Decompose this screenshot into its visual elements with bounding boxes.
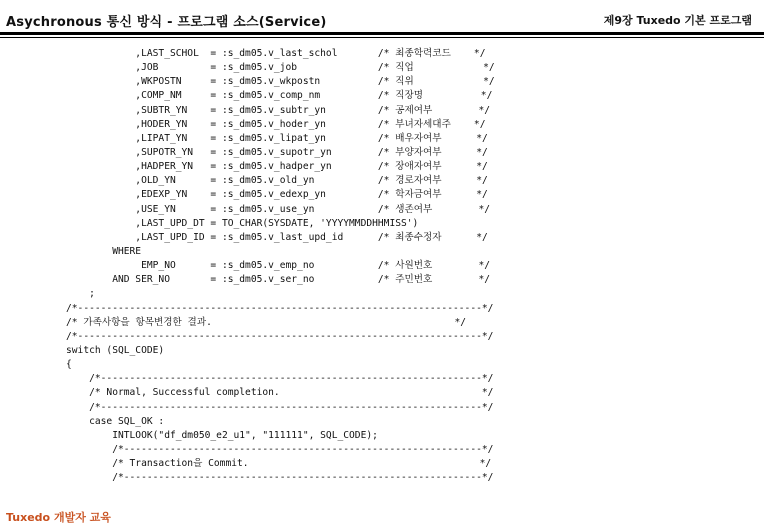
code-line: ,HODER_YN = :s_dm05.v_hoder_yn /* 부녀자세대주 */ [66,118,486,130]
code-line: ; [66,288,95,300]
code-line: /*----------------------------------------------------------------------*/ [66,330,494,342]
code-line: ,EDEXP_YN = :s_dm05.v_edexp_yn /* 학자금여부 */ [66,189,488,201]
code-line: /*--------------------------------------------------------------*/ [66,472,494,484]
code-line: ,SUPOTR_YN = :s_dm05.v_supotr_yn /* 부양자여부 */ [66,146,488,158]
code-line: ,COMP_NM = :s_dm05.v_comp_nm /* 직장명 */ [66,90,493,102]
code-line: switch (SQL_CODE) [66,344,165,356]
code-line: ,LIPAT_YN = :s_dm05.v_lipat_yn /* 배우자여부 */ [66,132,488,144]
code-line: /* Normal, Successful completion. */ [66,387,494,399]
code-line: /*--------------------------------------------------------------*/ [66,443,494,455]
code-line: ,WKPOSTN = :s_dm05.v_wkpostn /* 직위 */ [66,76,495,88]
source-code-listing [66,47,495,485]
code-line: case SQL_OK : [66,415,165,427]
code-line: AND SER_NO = :s_dm05.v_ser_no /* 주민번호 */ [66,274,491,286]
code-line: INTLOOK("df_dm050_e2_u1", "111111", SQL_CODE); [66,429,378,441]
chapter-title: 제9장 Tuxedo 기본 프로그램 [603,14,752,27]
header-divider-thin [0,37,764,38]
code-line: WHERE [66,245,142,257]
code-line: ,USE_YN = :s_dm05.v_use_yn /* 생존여부 */ [66,203,491,215]
code-line: ,JOB = :s_dm05.v_job /* 직업 */ [66,62,495,74]
code-line: /*------------------------------------------------------------------*/ [66,401,494,413]
footer-course-label: Tuxedo 개발자 교육 [6,511,111,524]
code-line: { [66,359,72,371]
code-line: ,LAST_UPD_ID = :s_dm05.v_last_upd_id /* 최종수정자 */ [66,231,488,243]
code-line: /* 가족사항을 항목변경한 결과. */ [66,316,467,328]
code-line: ,OLD_YN = :s_dm05.v_old_yn /* 경로자여부 */ [66,175,488,187]
code-line: ,LAST_UPD_DT = TO_CHAR(SYSDATE, 'YYYYMMDDHHMISS') [66,217,419,229]
code-line: /*----------------------------------------------------------------------*/ [66,302,494,314]
page-header [0,0,764,38]
code-line: /*------------------------------------------------------------------*/ [66,373,494,385]
code-line: /* Transaction을 Commit. */ [66,458,492,470]
code-line: EMP_NO = :s_dm05.v_emp_no /* 사원번호 */ [66,260,491,272]
code-line: ,SUBTR_YN = :s_dm05.v_subtr_yn /* 공제여부 */ [66,104,491,116]
code-line: ,HADPER_YN = :s_dm05.v_hadper_yn /* 장애자여부 */ [66,161,488,173]
header-divider-thick [0,32,764,35]
page-title: Asychronous 통신 방식 - 프로그램 소스(Service) [6,15,327,30]
code-line: ,LAST_SCHOL = :s_dm05.v_last_schol /* 최종학력코드 */ [66,48,486,59]
